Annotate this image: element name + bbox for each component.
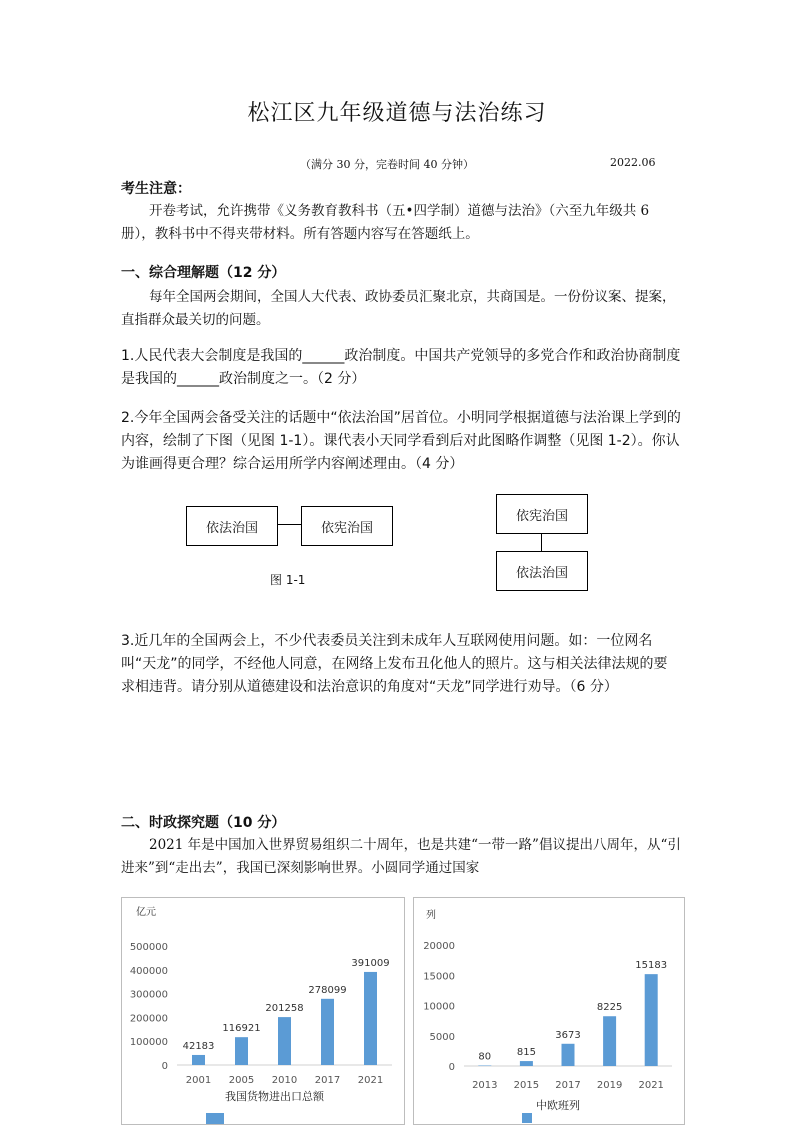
notice-text: 开卷考试，允许携带《义务教育教科书（五•四学制）道德与法治》（六至九年级共 6 册），教科书中不得夹带材料。所有答题内容写在答题纸上。 [121, 200, 681, 246]
x-tick-label: 2019 [597, 1080, 622, 1091]
x-tick-label: 2005 [229, 1075, 254, 1086]
fig1-connector [277, 524, 301, 525]
fig1-right-box: 依宪治国 [301, 506, 393, 546]
x-tick-label: 2021 [358, 1075, 383, 1086]
chart-bar [562, 1044, 575, 1066]
x-tick-label: 2015 [514, 1080, 539, 1091]
chart-bar [321, 999, 334, 1065]
chart-unit-label: 列 [426, 908, 436, 921]
bar-data-label: 42183 [183, 1041, 215, 1052]
bar-data-label: 391009 [351, 958, 389, 969]
exam-date: 2022.06 [610, 156, 656, 169]
bar-data-label: 116921 [222, 1023, 260, 1034]
y-tick-label: 100000 [130, 1037, 168, 1048]
bar-data-label: 278099 [308, 985, 346, 996]
y-tick-label: 0 [449, 1062, 455, 1073]
section2-heading: 二、时政探究题（10 分） [121, 812, 285, 832]
question-1: 1.人民代表大会制度是我国的______政治制度。中国共产党领导的多党合作和政治协商制度是我国的______政治制度之一。（2 分） [121, 345, 681, 391]
section1-heading: 一、综合理解题（12 分） [121, 262, 285, 282]
section2-intro: 2021 年是中国加入世界贸易组织二十周年，也是共建“一带一路”倡议提出八周年，从“引进来”到“走出去”，我国已深刻影响世界。小圆同学通过国家 [121, 834, 681, 880]
y-tick-label: 10000 [423, 1002, 455, 1013]
bar-data-label: 3673 [555, 1030, 580, 1041]
notice-heading: 考生注意： [121, 178, 191, 198]
bar-data-label: 15183 [635, 960, 667, 971]
bar-data-label: 8225 [597, 1002, 622, 1013]
fig2-bottom-box: 依法治国 [496, 551, 588, 591]
fig2-top-box: 依宪治国 [496, 494, 588, 534]
y-tick-label: 400000 [130, 966, 168, 977]
y-tick-label: 0 [162, 1061, 168, 1072]
fig2-connector [541, 533, 542, 551]
y-tick-label: 20000 [423, 941, 455, 952]
section1-intro: 每年全国两会期间，全国人大代表、政协委员汇聚北京，共商国是。一份份议案、提案，直指群众最关切的问题。 [121, 286, 681, 332]
bar-data-label: 80 [478, 1052, 491, 1063]
exam-info: （满分 30 分，完卷时间 40 分钟） [300, 156, 474, 172]
y-tick-label: 5000 [430, 1032, 455, 1043]
y-tick-label: 500000 [130, 942, 168, 953]
question-3: 3.近几年的全国两会上，不少代表委员关注到未成年人互联网使用问题。如：一位网名叫“天龙”的同学，不经他人同意，在网络上发布丑化他人的照片。这与相关法律法规的要求相违背。请分别从道德建设和法治意识的角度对“天龙”同学进行劝导。（6 分） [121, 630, 681, 699]
trade-chart [122, 898, 404, 1124]
fig1-caption: 图 1-1 [270, 571, 305, 588]
trade-chart-frame [121, 897, 405, 1125]
legend-swatch [206, 1113, 224, 1124]
bar-data-label: 201258 [265, 1003, 303, 1014]
chart-bar [520, 1061, 533, 1066]
chart-bar [364, 972, 377, 1065]
fig1-left-box: 依法治国 [186, 506, 278, 546]
x-tick-label: 2021 [638, 1080, 663, 1091]
chart-bar [603, 1016, 616, 1066]
chart-bar [235, 1037, 248, 1065]
x-tick-label: 2013 [472, 1080, 497, 1091]
x-tick-label: 2017 [315, 1075, 340, 1086]
y-tick-label: 200000 [130, 1013, 168, 1024]
y-tick-label: 300000 [130, 990, 168, 1001]
x-tick-label: 2001 [186, 1075, 211, 1086]
chart-bar [278, 1017, 291, 1065]
question-2: 2.今年全国两会备受关注的话题中“依法治国”居首位。小明同学根据道德与法治课上学到的内容，绘制了下图（见图 1-1）。课代表小天同学看到后对此图略作调整（见图 1-2）。你认为谁画得更合理？综合运用所学内容阐述理由。（4 分） [121, 407, 681, 476]
chart-bar [192, 1055, 205, 1065]
y-tick-label: 15000 [423, 971, 455, 982]
chart-bar [645, 974, 658, 1066]
x-tick-label: 2010 [272, 1075, 297, 1086]
railway-chart [414, 898, 684, 1124]
bar-data-label: 815 [517, 1047, 536, 1058]
page-title: 松江区九年级道德与法治练习 [0, 96, 794, 127]
legend-label: 中欧班列 [536, 1098, 580, 1112]
legend-label: 我国货物进出口总额 [225, 1089, 325, 1103]
railway-chart-frame [413, 897, 685, 1125]
chart-unit-label: 亿元 [136, 905, 156, 918]
legend-swatch [522, 1113, 532, 1123]
x-tick-label: 2017 [555, 1080, 580, 1091]
